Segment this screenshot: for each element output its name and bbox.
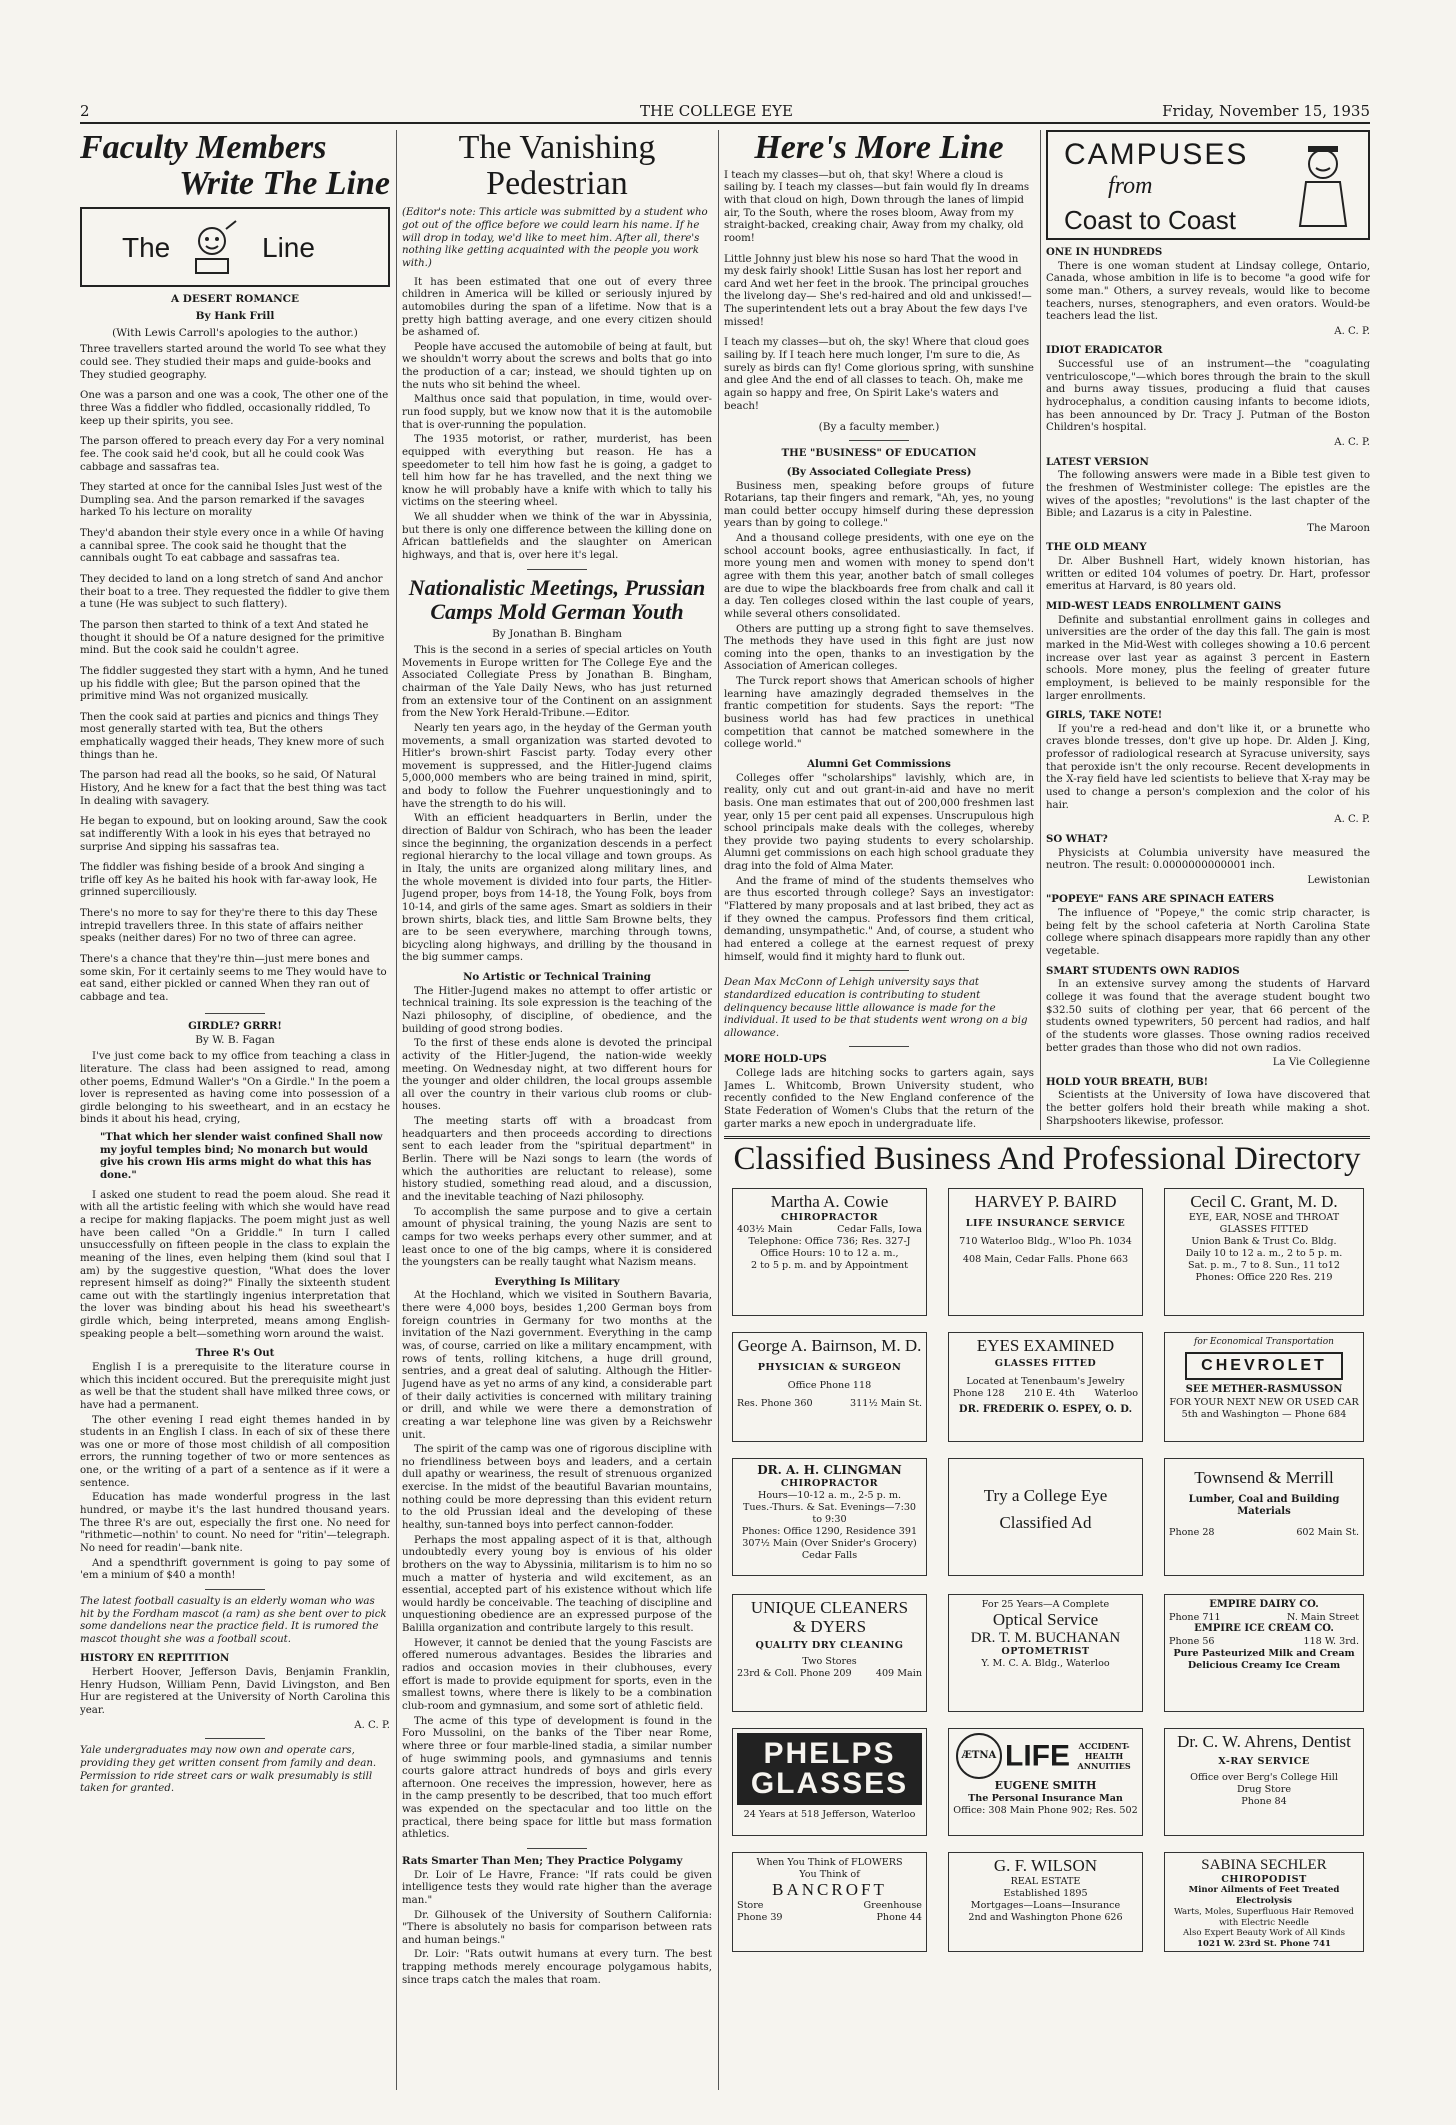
ad-line: Cedar Falls, Iowa (837, 1223, 922, 1235)
rats-title: Rats Smarter Than Men; They Practice Polygamy (402, 1855, 683, 1867)
ad-line: 602 Main St. (1296, 1526, 1359, 1538)
item-title: ONE IN HUNDREDS (1046, 246, 1163, 258)
headline-write-the-line: Write The Line (179, 164, 390, 202)
ad-eyes-examined (948, 1332, 1143, 1442)
poem-stanza: Then the cook said at parties and picnics and things They most generally started with tea, But the others emphatically wagged their heads, They knew more of such things than he. (80, 711, 385, 761)
ad-name: UNIQUE CLEANERS (750, 1598, 909, 1617)
teacher-poem (724, 170, 1034, 414)
poem-stanza: The fiddler was fishing beside of a brook And singing a trifle off key As he baited his hook with far-away look, He grinned superciliously. (80, 862, 377, 899)
ad-line: 408 Main, Cedar Falls. Phone 663 (962, 1253, 1129, 1265)
student-cartoon-icon (1288, 142, 1358, 230)
business-paragraph: Others are putting up a strong fight to save themselves. The methods they have used in this fight are just now coming into the open, thanks to an investigation by the Association of American colleges. (724, 623, 1034, 673)
separator-rule (205, 1738, 265, 1739)
yale-note: Yale undergraduates may now own and operate cars, providing they get written consent from family and dean. Permission to ride street cars or walk presumably is still taken for granted. (80, 1745, 377, 1795)
item-title: MID-WEST LEADS ENROLLMENT GAINS (1046, 600, 1282, 613)
ad-name: Martha A. Cowie (770, 1192, 889, 1211)
ad-name: G. F. WILSON (993, 1856, 1098, 1875)
ad-line: 23rd & Coll. Phone 209 (737, 1668, 852, 1680)
girdle-paragraph: I asked one student to read the poem aloud. She read it with all the artistic feeling with which she would have read a recipe for making flapjacks. The poem might just as well have been called "On a Griddle." In turn I called unsuccessfully on fifteen people in the class to explain the meaning of the lines, even helping them (kind soul that I am) by the suggestive question, "What does the lover represent himself as doing?" Finally the sixteenth student came out with the startlingly ingenius interpretation that the lover was binding about his head his sweetheart's girdle which, being interpreted, means among English-speaking people a belt—something worn around the waist. (80, 1189, 390, 1340)
ad-line: Tues.-Thurs. & Sat. Evenings—7:30 to 9:30 (742, 1501, 917, 1525)
logo-word-the: The (122, 232, 171, 264)
ad-line: ACCIDENT-HEALTH ANNUITIES (1077, 1741, 1131, 1771)
desert-romance-poem (80, 344, 390, 1004)
nazi-paragraph: The Hitler-Jugend makes no attempt to offer artistic or technical training. Its sole expression is the teaching of the Nazi philosophy, of discipline, of obedience, and the building of good strong bodies. (402, 985, 712, 1035)
ad-line: 307½ Main (Over Snider's Grocery) (742, 1537, 917, 1549)
ad-line: Located at Tenenbaum's Jewelry (966, 1375, 1125, 1387)
item-source: The Maroon (1307, 522, 1370, 534)
ad-wilson (948, 1852, 1143, 1952)
ad-line: 24 Years at 518 Jefferson, Waterloo (743, 1809, 916, 1820)
newspaper-page (80, 100, 1370, 2090)
glasses-logo-word: GLASSES (750, 1767, 909, 1800)
ad-line: Two Stores (802, 1656, 857, 1668)
coast-to-coast-word: Coast to Coast (1064, 205, 1236, 235)
ad-name: Townsend & Merrill (1194, 1468, 1334, 1487)
ad-line: Materials (1237, 1506, 1291, 1518)
ad-line: Telephone: Office 736; Res. 327-J (748, 1235, 911, 1247)
alumni-title: Alumni Get Commissions (807, 757, 951, 770)
item-title: SMART STUDENTS OWN RADIOS (1046, 964, 1240, 977)
business-title: THE "BUSINESS" OF EDUCATION (781, 447, 977, 460)
girdle-paragraph: I've just come back to my office from teaching a class in literature. The class had been assigned to read, among other poems, Edmund Waller's "On a Girdle." In the poem a lover is represented as having come into possession of a girdle belonging to his sweetheart, and in an ecstacy he binds it about his head, crying, (80, 1051, 390, 1126)
column-rule (718, 130, 719, 2090)
ad-line: Greenhouse (863, 1899, 922, 1911)
three-rs-title: Three R's Out (195, 1347, 275, 1360)
nazi-paragraph: Nearly ten years ago, in the heyday of the German youth movements, a small organization was started devoted to Hitler's brown-shirt Fascist party. Today every other movement is suppressed, and the Hitler-Jugend claims 5,000,000 members who are being trained in mind, spirit, and body to follow the Fuehrer unquestioningly and to have the strength to do his will. (402, 722, 712, 810)
campuses-header-box (1046, 130, 1370, 240)
ad-line: Phone 84 (1241, 1795, 1287, 1807)
nazi-paragraph: At the Hochland, which we visited in Southern Bavaria, there were 4,000 boys, besides 1,200 German boys from foreign countries in Germany for two months at the invitation of the Nazi government. Everything in the camp was, of course, carried on like a military encampment, with rows of tents, rolling kitchens, a huge drill ground, sentries, and a great deal of saluting. Although the Hitler-Jugend have as yet no arms of any kind, a considerable part of their daily activities is concerned with military training or drill, and while we were there a demonstration of creating a war telephone line was given by a Reichswehr unit. (402, 1290, 712, 1441)
ad-line: DR. FREDERIK O. ESPEY, O. D. (958, 1403, 1133, 1415)
ad-line: Delicious Creamy Ice Cream (1187, 1659, 1341, 1671)
nazi-byline: By Jonathan B. Bingham (492, 628, 622, 641)
ad-line: Phone 128 (953, 1387, 1005, 1399)
ad-line: SEE METHER-RASMUSSON (1185, 1384, 1343, 1396)
ad-aetna-life (948, 1728, 1143, 1836)
history-title: HISTORY EN REPITITION (80, 1652, 230, 1665)
business-paragraph: The Turck report shows that American schools of higher learning have amazingly degraded themselves in the frantic competition for students. Says the report: "The business world has had few practices in unethical competition that cannot be matched somewhere in the college world." (724, 676, 1034, 751)
poem-stanza: There's a chance that they're thin—just mere bones and some skin, For it certainly seems to me They would have to eat sand, either pickled or canned When they ran out of cabbage and tea. (80, 954, 387, 1003)
separator-rule (527, 1848, 587, 1849)
item-title: GIRLS, TAKE NOTE! (1046, 709, 1163, 722)
nazi-paragraph: With an efficient headquarters in Berlin, under the direction of Baldur von Schirach, who has been the leader since the beginning, the organization descends in a perfect regional hierarchy to the local village and town groups. As in Italy, the units are organized along military lines, and the whole movement is divided into four parts, the Hitler-Jugend proper, boys from 14-18, the Young Folk, boys from 10-14, and girls of the same ages. Smart as soldiers in their brown shirts, black ties, and little Sam Browne belts, they are to be seen everywhere, marching through towns, bicycling along highways, and drilling by the thousand in the big summer camps. (402, 813, 712, 964)
ad-line: with Electric Needle (1219, 1917, 1309, 1928)
ad-phelps-glasses (732, 1728, 927, 1836)
ad-tagline: X-RAY SERVICE (1218, 1755, 1310, 1767)
ad-unique-cleaners (732, 1594, 927, 1712)
item-text: Physicists at Columbia university have measured the neutron. The result: 0.0000000000001 inch. (1046, 847, 1370, 872)
ad-line: Warts, Moles, Superfluous Hair Removed (1173, 1906, 1355, 1917)
item-title: HOLD YOUR BREATH, BUB! (1046, 1075, 1209, 1088)
ad-name: EMPIRE ICE CREAM CO. (1194, 1623, 1334, 1635)
ad-cowie (732, 1188, 927, 1316)
ad-line: Phones: Office 1290, Residence 391 (741, 1525, 918, 1537)
ad-line: FOR YOUR NEXT NEW OR USED CAR (1169, 1396, 1359, 1408)
poem-stanza: I teach my classes—but oh, that sky! Where a cloud is sailing by. I teach my classes—but fain would fly In dreams with that cloud on high, Down through the lanes of limpid air, To the South, where the roses bloom, Away from my straight-backed, creaking chair, Away from my chalky, old room! (724, 169, 1030, 244)
ad-tagline: REAL ESTATE (1010, 1875, 1081, 1887)
ad-line: Hours—10-12 a. m., 2-5 p. m. (757, 1489, 902, 1501)
column-more-line (724, 130, 1034, 1130)
ad-name: SABINA SECHLER (1201, 1857, 1327, 1873)
three-rs-paragraph: Education has made wonderful progress in the last hundred, or maybe it's the last hundred thousand years. The three R's are out, especially the first one. No need for "rithmetic—nothin' to count. No need for "ritin'—telegraph. No need for readin'—bank nite. (80, 1492, 390, 1554)
ad-line: 311½ Main St. (850, 1397, 922, 1409)
ad-tagline: OPTOMETRIST (1001, 1646, 1090, 1658)
poem-stanza: There's no more to say for they're there to this day These intrepid travellers three. In this state of affairs neither speaks (neither dares) For no two of three can agree. (80, 908, 378, 945)
three-rs-paragraph: The other evening I read eight themes handed in by students in an English I class. In each of six of these there was one or more of those most childish of all composition errors, the running together of two or more sentences as one, or the writing of a part of a sentence as if it were a sentence. (80, 1414, 390, 1489)
ad-line: Established 1895 (1003, 1887, 1088, 1899)
masthead (80, 100, 1370, 124)
mcconn-note: Dean Max McConn of Lehigh university says that standardized education is contributing to student delinquency because little allowance is made for the individual. It used to be that students went wrong on a big allowance. (724, 977, 1028, 1039)
ad-line: GLASSES FITTED (1219, 1223, 1309, 1235)
item-source: A. C. P. (1334, 436, 1370, 448)
poem-stanza: They started at once for the cannibal Isles Just west of the Dumpling sea. And the parson remarked if the savages harked To his lecture on morality (80, 482, 383, 519)
ad-line: Pure Pasteurized Milk and Cream (1173, 1647, 1355, 1659)
ad-tagline: PHYSICIAN & SURGEON (757, 1361, 902, 1373)
rats-paragraph: Dr. Loir of Le Havre, France: "If rats could be given intelligence tests they would rate higher than the average man." (402, 1869, 712, 1906)
poem-byline: By Hank Frill (195, 310, 275, 323)
paper-title: THE COLLEGE EYE (640, 102, 793, 120)
ad-line: 409 Main (875, 1668, 922, 1680)
ad-line: Minor Ailments of Feet Treated (1188, 1885, 1340, 1896)
ad-line: Office Phone 118 (787, 1379, 872, 1391)
item-title: IDIOT ERADICATOR (1046, 344, 1163, 357)
item-title: "POPEYE" FANS ARE SPINACH EATERS (1046, 893, 1275, 906)
ad-name: Dr. C. W. Ahrens, Dentist (1177, 1732, 1351, 1751)
ad-line: 5th and Washington — Phone 684 (1181, 1408, 1347, 1420)
history-signature: A. C. P. (354, 1719, 390, 1731)
campuses-word: CAMPUSES (1064, 138, 1249, 171)
military-title: Everything Is Military (494, 1275, 620, 1288)
separator-rule (205, 1589, 265, 1590)
item-title: THE OLD MEANY (1046, 541, 1147, 554)
football-note: The latest football casualty is an elderly woman who was hit by the Fordham mascot (a ram) as she bent over to pick some dandelions near the practice field. It is rumored the mascot thought she was a football scout. (80, 1595, 387, 1645)
ad-tagline: GLASSES FITTED (994, 1357, 1097, 1369)
ad-name: DR. T. M. BUCHANAN (970, 1629, 1121, 1646)
column-campuses (1046, 130, 1370, 1130)
column-faculty-line (80, 130, 390, 2090)
ad-tagline: QUALITY DRY CLEANING (755, 1640, 904, 1652)
poem-stanza: The parson offered to preach every day For a very nominal fee. The cook said he'd cook, but all he could cook Was cabbage and sassafras tea. (80, 436, 385, 473)
logo-word-line: Line (262, 232, 315, 264)
ad-line: 1021 W. 23rd St. Phone 741 (1197, 1939, 1331, 1950)
item-text: Definite and substantial enrollment gains in colleges and universities are the order of the day this fall. The gain is most marked in the Mid-West with colleges showing a 10.6 percent increase over last year as against 3 percent in Eastern schools. More money, plus the feeling of greater future employment, is believed to be mainly responsible for the larger enrollments. (1046, 614, 1370, 702)
poem-stanza: The fiddler suggested they start with a hymn, And he tuned up his fiddle with glee; But the parson opined that the primitive mind Was not organized musically. (80, 665, 389, 703)
item-text: Scientists at the University of Iowa have discovered that the better golfers hold their breath while making a shot. Sharpshooters likewise, professor. (1046, 1090, 1370, 1127)
poem-stanza: Three travellers started around the world To see what they could see. They studied their maps and guide-books and They studied geography. (80, 344, 387, 381)
ad-line: Office: 308 Main Phone 902; Res. 502 (953, 1804, 1138, 1816)
headline-vanishing-pedestrian: The Vanishing Pedestrian (458, 130, 656, 202)
ad-tagline: The Personal Insurance Man (968, 1792, 1123, 1804)
ad-line: Union Bank & Trust Co. Bldg. (1191, 1235, 1337, 1247)
ad-line: 2 to 5 p. m. and by Appointment (750, 1259, 909, 1271)
ad-line: for Economical Transportation (1194, 1337, 1334, 1347)
directory-title: Classified Business And Professional Directory (724, 1136, 1370, 1180)
ad-name: EMPIRE DAIRY CO. (1209, 1599, 1319, 1610)
ad-name: Cecil C. Grant, M. D. (1190, 1192, 1338, 1211)
item-text: If you're a red-head and don't like it, or a brunette who craves blonde tresses, don't give up hope. Dr. Alden J. King, professor of radiological research at Syracuse university, says that peroxide isn't the only recourse. Recent developments in the X-ray field have led scientists to believe that X-ray may be used to change a person's complexion and the color of his hair. (1046, 723, 1370, 811)
item-text: Successful use of an instrument—the "coagulating ventriculoscope,"—which bores through the brain to the skull and burns away tissues, producing a fluid that causes hydrocephalus, a condition causing infants to become idiots, has been announced by Dr. Tracy J. Putman of the Boston Children's hospital. (1046, 359, 1370, 434)
item-text: Dr. Alber Bushnell Hart, widely known historian, has written or edited 104 volumes of poetry. Dr. Hart, professor emeritus at Harvard, is 80 years old. (1046, 556, 1370, 593)
ad-line: Phone 39 (737, 1911, 783, 1923)
ad-ahrens (1164, 1728, 1364, 1836)
no-artistic-title: No Artistic or Technical Training (463, 971, 651, 984)
ad-line: Office Hours: 10 to 12 a. m., (760, 1247, 899, 1259)
pedestrian-paragraph: It has been estimated that one out of every three children in America will be killed or seriously injured by automobiles during the span of a lifetime. Now that is a pretty high batting average, and one every citizen should be ashamed of. (402, 276, 712, 339)
the-line-logo-box (80, 207, 390, 287)
poem-signature: (By a faculty member.) (818, 421, 940, 434)
ad-line: N. Main Street (1287, 1611, 1359, 1623)
business-paragraph: And the frame of mind of the students themselves who are thus escorted through college? Says an investigator: "Flattered by many proposals and at last bribed, they act as if they owned the campus. Professors find them critical, demanding, unsympathetic." And, of course, a student who had entered a college at the earnest request of prexy himself, would find it mighty hard to flunk out. (724, 875, 1034, 963)
ad-line: Also Expert Beauty Work of All Kinds (1183, 1928, 1345, 1939)
issue-date: Friday, November 15, 1935 (1162, 102, 1370, 120)
ad-tagline: CHIROPODIST (1221, 1873, 1307, 1885)
ad-line: Daily 10 to 12 a. m., 2 to 5 p. m. (1185, 1247, 1343, 1259)
item-source: A. C. P. (1334, 325, 1370, 337)
chevrolet-logo: CHEVROLET (1185, 1352, 1343, 1380)
nazi-paragraph: The acme of this type of development is found in the Foro Mussolini, on the banks of the Tiber near Rome, where three or four marble-lined stadia, a similar number of huge swimming pools, and gymnasiums and tennis courts galore attract hundreds of boys and girls every afternoon. One receives the impression, however, here as in the camp presently to be described, that too much effort was expended on the spectacular and too little on the practical, there being space for little but mass formation athletics. (402, 1715, 712, 1841)
business-paragraph: Business men, speaking before groups of future Rotarians, tap their fingers and remark, "Ah, yes, no young man could better occupy himself during these depression years than by going to college." (724, 480, 1034, 530)
ad-bancroft (732, 1852, 927, 1952)
three-rs-paragraph: And a spendthrift government is going to pay some of 'em a minium of $40 a month! (80, 1557, 390, 1582)
item-text: The following answers were made in a Bible test given to the freshmen of Westminister college: The epistles are the wives of the apostles; "revolutions" is the last chapter of the Bible; and Lazarus is a city in Palestine. (1046, 470, 1370, 520)
girdle-title: GIRDLE? GRRR! (188, 1019, 282, 1032)
headline-more-line: Here's More Line (754, 130, 1004, 166)
ad-line: 2nd and Washington Phone 626 (968, 1911, 1123, 1923)
ad-line: Y. M. C. A. Bldg., Waterloo (981, 1658, 1110, 1670)
ad-line: Mortgages—Loans—Insurance (970, 1899, 1121, 1911)
ad-tagline: CHIROPRACTOR (780, 1478, 879, 1489)
ad-line: Waterloo (1094, 1387, 1138, 1399)
nazi-paragraph: The meeting starts off with a broadcast from headquarters and then proceeds according to directions sent to each leader from the "spiritual department" in Berlin. There will be Nazi songs to learn (the words of which the authorities are reluctant to release), some history studied, something read aloud, and a discussion, and the inevitable teaching of Nazi philosophy. (402, 1116, 712, 1203)
ad-name: Optical Service (992, 1609, 1099, 1629)
nazi-paragraph: To the first of these ends alone is devoted the principal activity of the Hitler-Jugend, the nation-wide weekly meeting. On Wednesday night, at two different hours for the younger and older children, the local groups assemble all over the country in their various club rooms or club-houses. (402, 1038, 712, 1113)
poem-stanza: The parson then started to think of a text And stated he thought it should be Of a nature designed for the primitive mind. But the cook said he couldn't agree. (80, 619, 385, 657)
ad-name: EUGENE SMITH (994, 1779, 1097, 1792)
nazi-intro: This is the second in a series of special articles on Youth Movements in Europe written for The College Eye and the Associated Collegiate Press by Jonathan B. Bingham, chairman of the Yale Daily News, who has just returned from an extensive tour of the Continent on an assignment from the New York Herald-Tribune.—Editor. (402, 645, 712, 720)
column-vanishing-pedestrian (402, 130, 712, 2090)
girdle-quote (100, 1131, 390, 1182)
poem-stanza: I teach my classes—but oh, the sky! Where that cloud goes sailing by. If I teach here much longer, I'm sure to die, As surely as birds can fly! Come glorious spring, with sunshine and glee And the end of all classes to teach. Oh, make me again so happy and free, On Spirit Lake's waters and beach! (724, 337, 1034, 412)
item-title: LATEST VERSION (1046, 455, 1149, 468)
business-paragraph: Colleges offer "scholarships" lavishly, which are, in reality, only cut and out grant-in-aid and have no merit basis. One man estimates that out of 200,000 freshmen last year, only 15 per cent paid all expenses. Unscrupulous high school principals make deals with the colleges, whereby they provide two paying students to every scholarship. Alumni get commissions on each high school graduate they drag into the fold of Alma Mater. (724, 772, 1034, 873)
separator-rule (849, 440, 909, 441)
cartoon-writer-icon (182, 219, 242, 279)
holdups-title: MORE HOLD-UPS (724, 1053, 827, 1066)
ad-tagline: LIFE INSURANCE SERVICE (965, 1217, 1126, 1229)
pedestrian-paragraph: Malthus once said that population, in time, would over-run food supply, but we know now that it is the automobile that is over-running the population. (402, 394, 712, 431)
girdle-quote-lines: "That which her slender waist confined Shall now my joyful temples bind; No monarch but would give his crown His arms might do what this has done." (100, 1131, 383, 1182)
pedestrian-paragraph: People have accused the automobile of being at fault, but we shouldn't worry about the screws and bolts that go into the production of a car; instead, we should tighten up on the nuts who sit behind the wheel. (402, 341, 712, 391)
rats-paragraph: Dr. Gilhousek of the University of Southern California: "There is absolutely no basis for comparison between rats and human beings." (402, 1909, 712, 1946)
ad-line: 118 W. 3rd. (1303, 1635, 1359, 1647)
ad-sechler (1164, 1852, 1364, 1952)
from-word: from (1108, 173, 1153, 199)
ad-name: EYES EXAMINED (976, 1336, 1115, 1355)
ad-line: Cedar Falls (801, 1549, 858, 1561)
ad-clingman (732, 1458, 927, 1576)
poem-stanza: He began to expound, but on looking around, Saw the cook sat indifferently With a look in his eyes that betrayed no surprise And sipping his sassafras tea. (80, 816, 388, 853)
ad-line: Phones: Office 220 Res. 219 (1195, 1271, 1333, 1283)
business-paragraph: And a thousand college presidents, with one eye on the school account books, agree enthusiastically. In fact, if more young men and women with money to spend don't agree with them this year, another batch of small colleges are due to wipe the blackboards free from chalk and call it a day. Ten colleges closed within the last couple of years, while several others consolidated. (724, 533, 1034, 620)
ad-empire-dairy (1164, 1594, 1364, 1712)
classified-directory (724, 1136, 1370, 2090)
poem-stanza: Little Johnny just blew his nose so hard That the wood in my desk fairly shook! Little Susan has lost her report and card And wet her feet in the brook. The principal grouches the livelong day— She's red-haired and old and unkissed!— The superintendent lets out a bray About the few days I've missed! (724, 253, 1032, 328)
ad-name: & DYERS (792, 1616, 867, 1636)
ad-line: Lumber, Coal and Building (1188, 1493, 1340, 1505)
aetna-seal-icon: ÆTNA (956, 1733, 1002, 1779)
ad-line: 403½ Main (737, 1223, 793, 1235)
ad-baird (948, 1188, 1143, 1316)
ad-grant (1164, 1188, 1364, 1316)
headline-faculty-members: Faculty Members (80, 130, 327, 166)
holdups-paragraph: College lads are hitching socks to garters again, says James L. Whitcomb, Brown University student, who recently confided to the New England conference of the State Federation of Women's Clubs that the return of the garter marks a new epoch in undergraduate life. (724, 1068, 1034, 1130)
poem-note: (With Lewis Carroll's apologies to the author.) (112, 327, 358, 340)
life-logo-word: LIFE (1005, 1739, 1070, 1773)
ad-line: Res. Phone 360 (737, 1397, 813, 1409)
phelps-logo-word: PHELPS (763, 1737, 896, 1770)
ad-tagline: CHIROPRACTOR (780, 1211, 879, 1223)
editor-note: (Editor's note: This article was submitted by a student who got out of the office before we could learn his name. If he will drop in today, we'd like to meet him. After all, there's nothing like getting acquainted with the people you work with.) (402, 207, 708, 269)
ad-line: Phone 44 (876, 1911, 922, 1923)
separator-rule (849, 970, 909, 971)
three-rs-paragraph: English I is a prerequisite to the literature course in which this incident occured. But the prerequisite might just as well be that the student shall have milked three cows, or have had a permanent. (80, 1362, 390, 1411)
separator-rule (205, 1013, 265, 1014)
nazi-paragraph: However, it cannot be denied that the young Fascists are offered numerous advantages. Besides the libraries and radios and occasion movies in their clubhouses, every effort is made to provide equipment for sports, even in the smallest towns, where there is likely to be a combination club-room and gymnasium, and some sort of athletic field. (402, 1637, 712, 1712)
item-text: In an extensive survey among the students of Harvard college it was found that the average student bought two $32.50 suits of clothing per year, that 66 percent of the students owned typewriters, 50 percent had radios, and half of the students wore glasses. Those owning radios received better grades than those who did not own radios. (1046, 979, 1370, 1054)
ad-line: EYE, EAR, NOSE and THROAT (1188, 1211, 1340, 1223)
nazi-paragraph: The spirit of the camp was one of rigorous discipline with no friendliness between boys and leaders, and a certain dull apathy or weariness, the result of strenuous organized exercise. In the midst of the beautiful Bavarian mountains, nothing could be more depressing than this evident return to the old Prussian ideal and the developing of these healthy, sun-tanned boys into perfect cannon-fodder. (402, 1444, 712, 1531)
ad-bairnson (732, 1332, 927, 1442)
ad-line: Try a College Eye (983, 1486, 1108, 1505)
poem-stanza: They decided to land on a long stretch of sand And anchor their boat to a tree. They requested the fiddler to give them a tune (He was subject to such flattery). (80, 574, 390, 611)
item-source: A. C. P. (1334, 814, 1370, 826)
ad-chevrolet (1164, 1332, 1364, 1442)
ad-line: Phone 711 (1169, 1611, 1221, 1623)
ad-try-college-eye (948, 1458, 1143, 1576)
page-number: 2 (80, 102, 90, 120)
ad-line: Phone 56 (1169, 1635, 1215, 1647)
rats-paragraph: Dr. Loir: "Rats outwit humans at every turn. The best trapping methods merely encourage polygamous habits, since traps catch the males that roam. (402, 1949, 712, 1986)
ad-line: Office over Berg's College Hill (1190, 1771, 1338, 1783)
item-source: La Vie Collegienne (1272, 1057, 1370, 1069)
separator-rule (527, 569, 587, 570)
poem-stanza: The parson had read all the books, so he said, Of Natural History, And he knew for a fact that the best thing was tact In dealing with savagery. (80, 770, 387, 807)
history-paragraph: Herbert Hoover, Jefferson Davis, Benjamin Franklin, Henry Hudson, William Penn, David Livingston, and Ben Hur are registered at the University of North Carolina this year. (80, 1667, 390, 1717)
ad-name: DR. A. H. CLINGMAN (757, 1463, 902, 1477)
ad-line: When You Think of FLOWERS (756, 1857, 903, 1868)
pedestrian-paragraph: We all shudder when we think of the war in Abyssinia, but there is only one difference between the killing done on African battlefields and the slaughter on American highways, and that is, over here it's legal. (402, 512, 712, 562)
ad-name: HARVEY P. BAIRD (974, 1192, 1117, 1211)
ad-townsend-merrill (1164, 1458, 1364, 1576)
ad-buchanan (948, 1594, 1143, 1712)
separator-rule (849, 1046, 909, 1047)
ad-line: Drug Store (1236, 1783, 1292, 1795)
poem-stanza: They'd abandon their style every once in a while Of having a cannibal spree. The cook said he thought that the cannibals ought To eat cabbage and sassafras tea. (80, 528, 384, 565)
ad-line: 710 Waterloo Bldg., W'loo Ph. 1034 (959, 1235, 1132, 1247)
pedestrian-paragraph: The 1935 motorist, or rather, murderist, has been equipped with everything but reason. He has a speedometer to tell him how fast he is going, a gadget to tell him how far he has travelled, and the next thing we know he will probably have a knife with which to tally his victims on the steering wheel. (402, 434, 712, 509)
item-text: The influence of "Popeye," the comic strip character, is being felt by the school cafeteria at North Carolina State college where spinach disappears more rapidly than any other vegetable. (1046, 908, 1370, 958)
item-title: SO WHAT? (1046, 832, 1108, 845)
column-rule (1040, 130, 1041, 1130)
ad-line: Classified Ad (999, 1512, 1092, 1532)
ad-line: Phone 28 (1169, 1526, 1215, 1538)
ad-line: 210 E. 4th (1024, 1387, 1075, 1399)
column-rule (396, 130, 397, 2090)
girdle-byline: By W. B. Fagan (195, 1034, 275, 1047)
item-text: There is one woman student at Lindsay college, Ontario, Canada, whose ambition in life is to become "a good wife for some man." Others, a survey reveals, would like to become teachers, nurses, stenographers, and even orators. Would-be teachers lead the list. (1046, 260, 1370, 323)
ad-name: George A. Bairnson, M. D. (737, 1336, 922, 1355)
item-source: Lewistonian (1307, 874, 1370, 886)
ad-line: Electrolysis (1236, 1896, 1292, 1907)
poem-stanza: One was a parson and one was a cook, The other one of the three Was a fiddler who fiddled, occasionally riddled, To keep up their spirits, you see. (80, 390, 389, 427)
headline-nazi-youth: Nationalistic Meetings, Prussian Camps Mold German Youth (408, 574, 706, 624)
poem-title: A DESERT ROMANCE (170, 293, 300, 306)
business-subtitle: (By Associated Collegiate Press) (786, 465, 972, 478)
phelps-logo (737, 1733, 922, 1805)
nazi-paragraph: Perhaps the most appaling aspect of it is that, although undoubtedly every young boy is envious of his older brothers on the way to Abyssinia, militarism is to him no so much a matter of hysteria and wild excitement, as an essential, accepted part of his existence without which life would hardly be conceivable. The teaching of discipline and unquestioning obedience are an expressed purpose of the Balilla organization and contribute largely to this result. (402, 1534, 712, 1635)
ad-line: You Think of (799, 1868, 860, 1880)
ad-name: BANCROFT (772, 1879, 887, 1899)
nazi-paragraph: To accomplish the same purpose and to give a certain amount of physical training, the young Nazis are sent to camps for two weeks perhaps every other summer, and at least once to one of the big camps, where it is considered the youngsters can be really taught what Nazism means. (402, 1206, 712, 1269)
ad-line: Store (737, 1899, 764, 1911)
ad-line: Sat. p. m., 7 to 8. Sun., 11 to12 (1188, 1259, 1340, 1271)
ad-line: For 25 Years—A Complete (981, 1599, 1110, 1610)
